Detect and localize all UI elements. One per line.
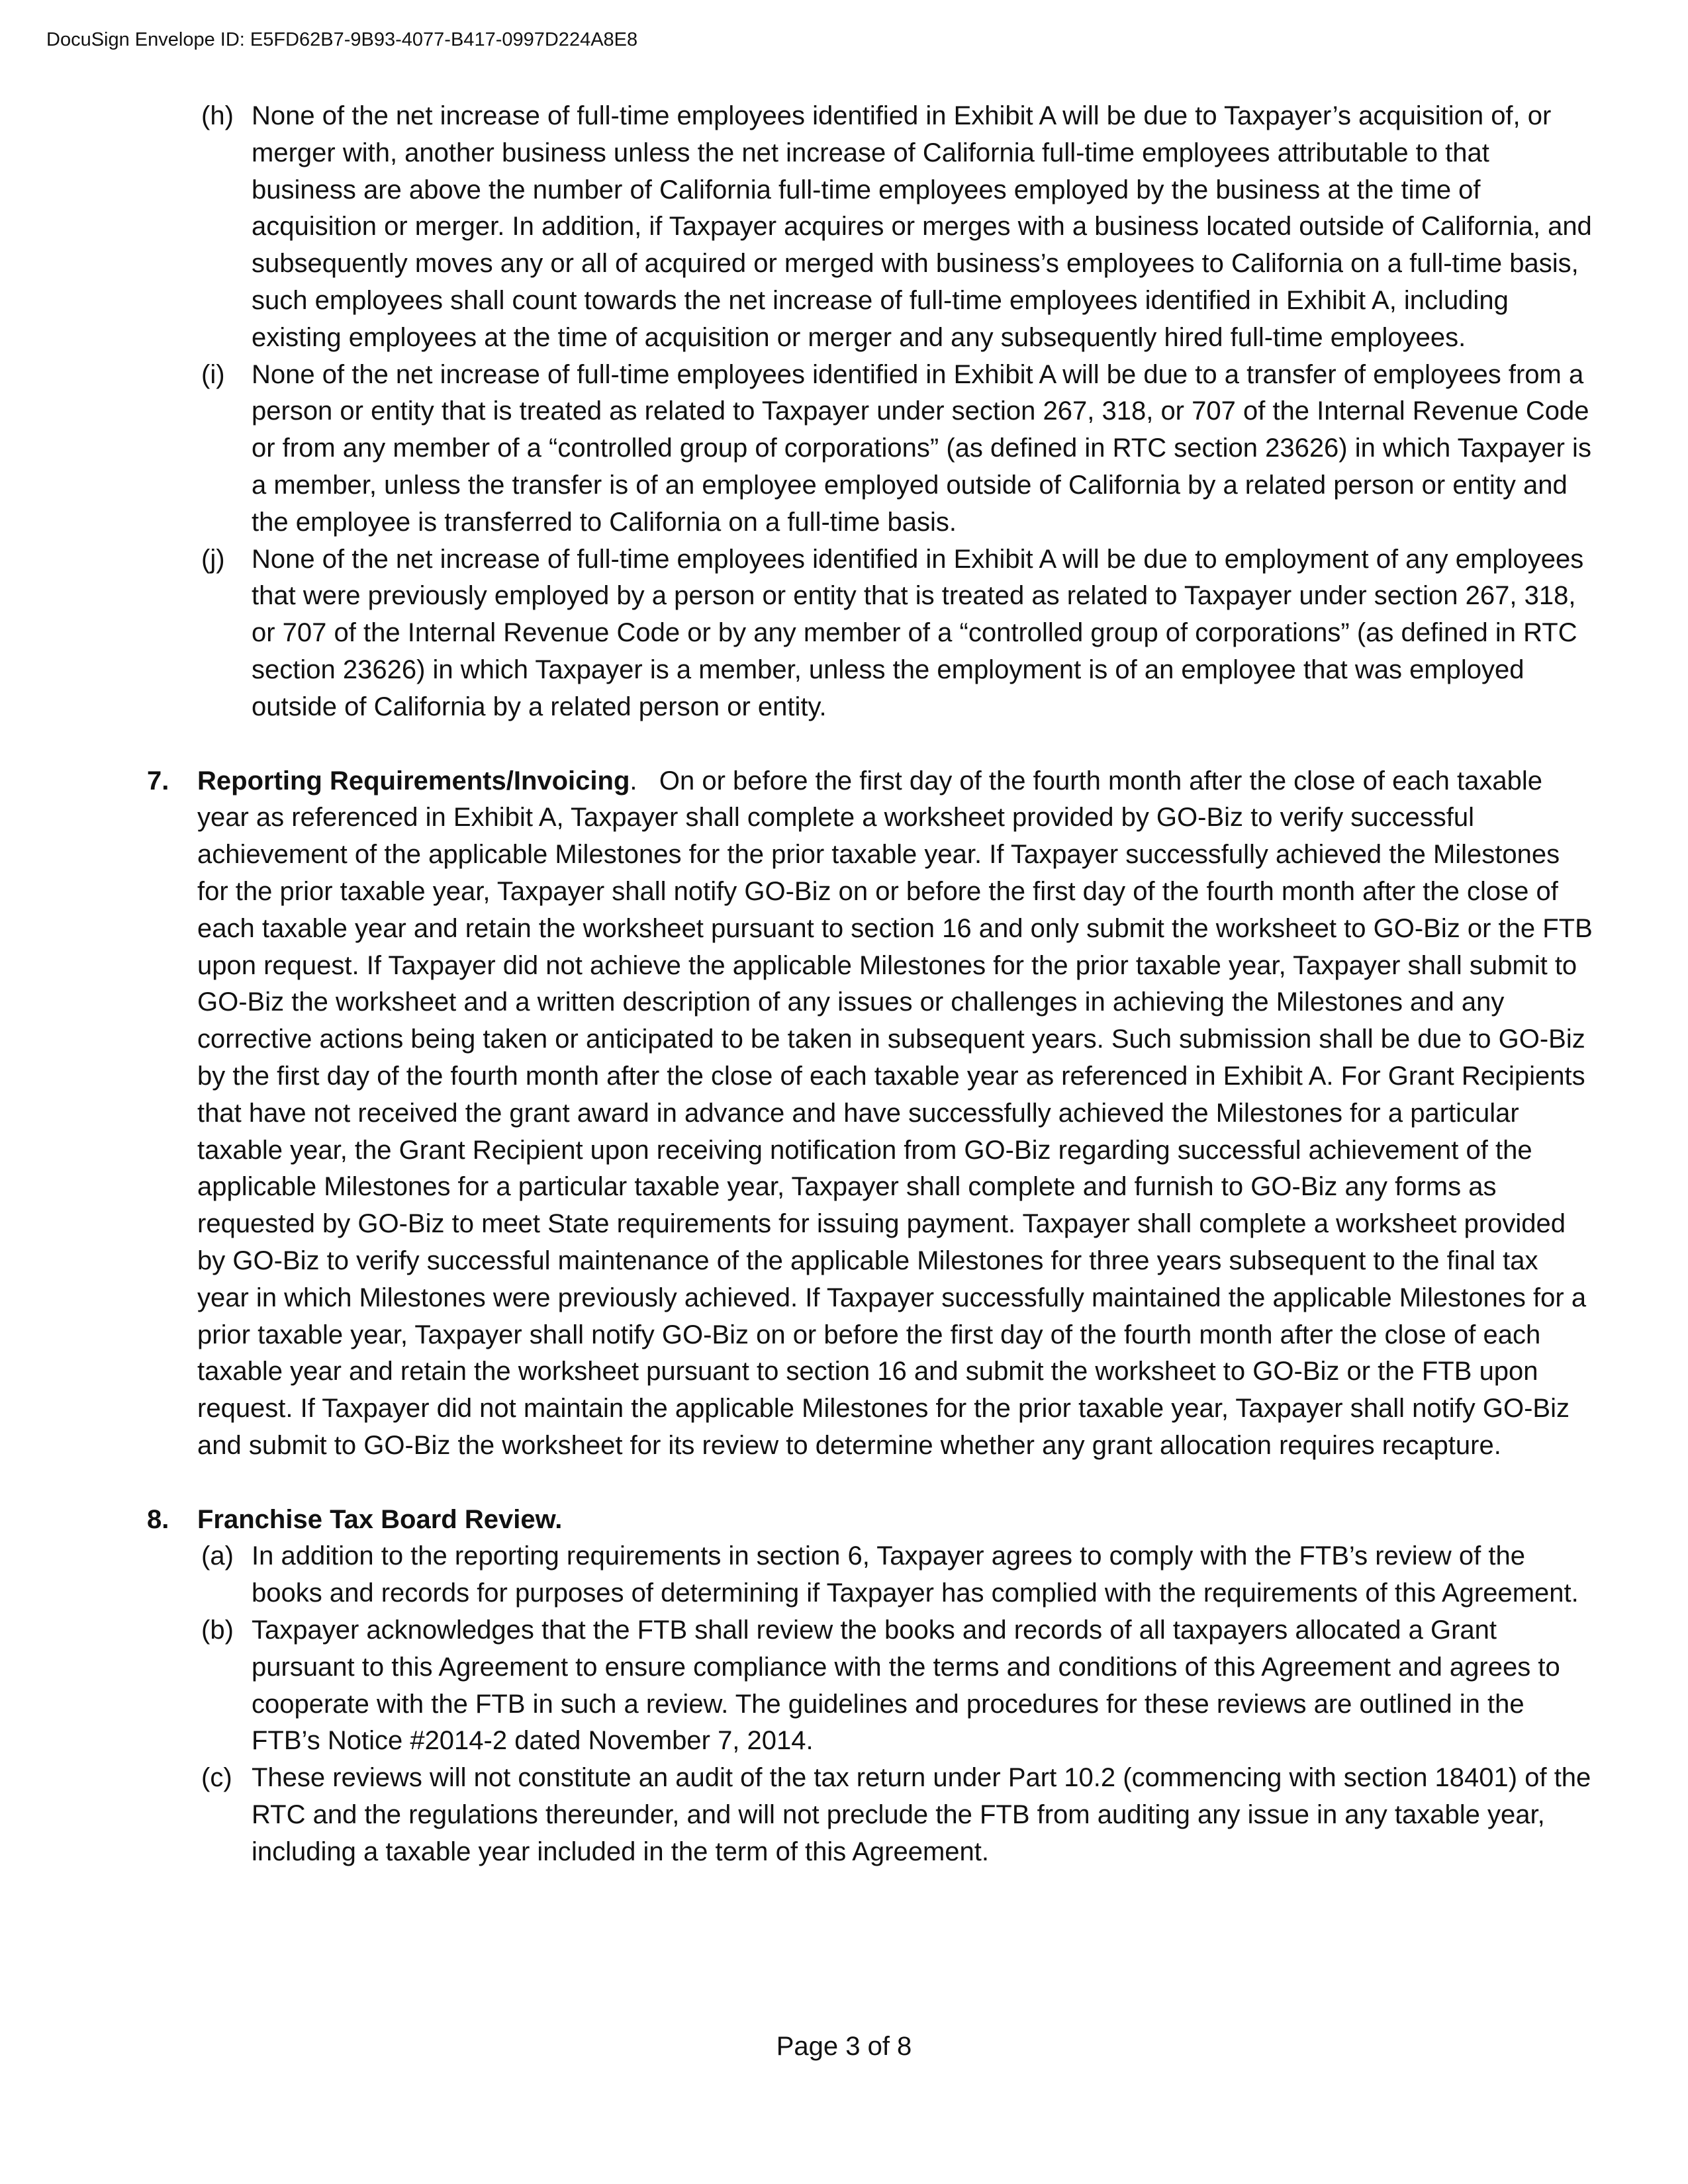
clause-label: (c) [201, 1763, 232, 1793]
clause-label: (i) [201, 359, 225, 389]
clause-label: (h) [201, 101, 234, 130]
section-content [197, 763, 1597, 1465]
clause-j [147, 541, 1597, 726]
section-number: 7. [147, 766, 169, 796]
section-heading-period: . [630, 766, 637, 796]
clause-text: Taxpayer acknowledges that the FTB shall review the books and records of all taxpayers allocated a Grant pursuant to this Agreement to ensure compliance with the terms and conditions of this Agreement and agrees to cooperate with the FTB in such a review. The guidelines and procedures for these reviews are outlined in the FTB’s Notice #2014-2 dated November 7, 2014. [252, 1615, 1560, 1756]
clause-text: None of the net increase of full-time employees identified in Exhibit A will be due to Taxpayer’s acquisition of, or merger with, another business unless the net increase of California full-time employees attributable to that business are above the number of California full-time employees employed by the business at the time of acquisition or merger. In addition, if Taxpayer acquires or merges with a business located outside of California, and subsequently moves any or all of acquired or merged with business’s employees to California on a full-time basis, such employees shall count towards the net increase of full-time employees identified in Exhibit A, including existing employees at the time of acquisition or merger and any subsequently hired full-time employees. [252, 101, 1592, 352]
clause-label: (j) [201, 544, 225, 574]
section-number: 8. [147, 1504, 169, 1534]
clause-text: None of the net increase of full-time employees identified in Exhibit A will be due to employment of any employees that were previously employed by a person or entity that is treated as related to Taxpayer under section 267, 318, or 707 of the Internal Revenue Code or by any member of a “controlled group of corporations” (as defined in RTC section 23626) in which Taxpayer is a member, unless the employment is of an employee that was employed outside of California by a related person or entity. [252, 544, 1584, 721]
clause-text: These reviews will not constitute an audit of the tax return under Part 10.2 (commencing with section 18401) of the RTC and the regulations thereunder, and will not preclude the FTB from auditing any issue in any taxable year, including a taxable year included in the term of this Agreement. [252, 1763, 1591, 1866]
clause-8c [147, 1760, 1597, 1870]
section-heading: Franchise Tax Board Review. [197, 1504, 563, 1534]
docusign-envelope-id: DocuSign Envelope ID: E5FD62B7-9B93-4077-B417-0997D224A8E8 [46, 29, 638, 50]
section-text: On or before the first day of the fourth month after the close of each taxable year as referenced in Exhibit A, Taxpayer shall complete a worksheet provided by GO-Biz to verify successful achievement of the applicable Milestones for the prior taxable year. If Taxpayer successfully achieved the Milestones for the prior taxable year, Taxpayer shall notify GO-Biz on or before the first day of the fourth month after the close of each taxable year and retain the worksheet pursuant to section 16 and only submit the worksheet to GO-Biz or the FTB upon request. If Taxpayer did not achieve the applicable Milestones for the prior taxable year, Taxpayer shall submit to GO-Biz the worksheet and a written description of any issues or challenges in achieving the Milestones and any corrective actions being taken or anticipated to be taken in subsequent years. Such submission shall be due to GO-Biz by the first day of the fourth month after the close of each taxable year as referenced in Exhibit A. For Grant Recipients that have not received the grant award in advance and have successfully achieved the Milestones for a particular taxable year, the Grant Recipient upon receiving notification from GO-Biz regarding successful achievement of the applicable Milestones for a particular taxable year, Taxpayer shall complete and furnish to GO-Biz any forms as requested by GO-Biz to meet State requirements for issuing payment. Taxpayer shall complete a worksheet provided by GO-Biz to verify successful maintenance of the applicable Milestones for three years subsequent to the final tax year in which Milestones were previously achieved. If Taxpayer successfully maintained the applicable Milestones for a prior taxable year, Taxpayer shall notify GO-Biz on or before the first day of the fourth month after the close of each taxable year and retain the worksheet pursuant to section 16 and submit the worksheet to GO-Biz or the FTB upon request. If Taxpayer did not maintain the applicable Milestones for the prior taxable year, Taxpayer shall notify GO-Biz and submit to GO-Biz the worksheet for its review to determine whether any grant allocation requires recapture. [197, 766, 1593, 1460]
section-heading: Reporting Requirements/Invoicing [197, 766, 630, 796]
document-body [147, 98, 1597, 1871]
clause-8a [147, 1538, 1597, 1612]
clause-text: None of the net increase of full-time employees identified in Exhibit A will be due to a transfer of employees from a person or entity that is treated as related to Taxpayer under section 267, 318, or 707 of the Internal Revenue Code or from any member of a “controlled group of corporations” (as defined in RTC section 23626) in which Taxpayer is a member, unless the transfer is of an employee employed outside of California by a related person or entity and the employee is transferred to California on a full-time basis. [252, 359, 1591, 537]
section-8 [147, 1502, 1597, 1539]
clause-label: (b) [201, 1615, 234, 1645]
page-number: Page 3 of 8 [776, 2032, 912, 2061]
clause-label: (a) [201, 1541, 234, 1571]
section-content [197, 1502, 1597, 1539]
clause-8b [147, 1612, 1597, 1760]
section-7 [147, 763, 1597, 1465]
clause-i [147, 357, 1597, 541]
clause-h [147, 98, 1597, 357]
clause-text: In addition to the reporting requirements in section 6, Taxpayer agrees to comply with the FTB’s review of the books and records for purposes of determining if Taxpayer has complied with the requirements of this Agreement. [252, 1541, 1579, 1608]
